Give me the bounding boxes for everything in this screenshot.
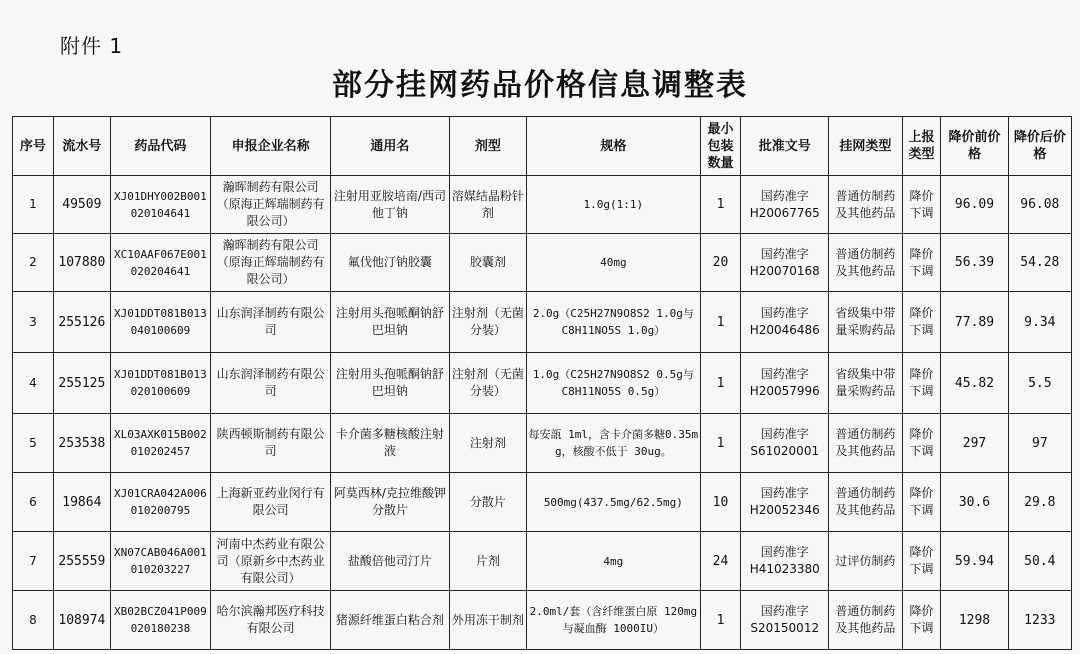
header-approval: 批准文号	[741, 117, 829, 176]
cell-no: 1	[13, 176, 54, 234]
cell-serial: 19864	[53, 473, 110, 532]
cell-spec: 2.0g（C25H27N9O8S2 1.0g与 C8H11NO5S 1.0g）	[527, 292, 700, 353]
cell-price-before: 59.94	[941, 532, 1008, 591]
cell-serial: 255126	[53, 292, 110, 353]
cell-price-after: 9.34	[1008, 292, 1071, 353]
cell-price-before: 297	[941, 414, 1008, 473]
cell-code: XN07CAB046A001010203227	[110, 532, 210, 591]
cell-code: XL03AXK015B002010202457	[110, 414, 210, 473]
cell-report-type: 降价下调	[902, 234, 941, 292]
cell-no: 4	[13, 353, 54, 414]
cell-approval: 国药准字H20070168	[741, 234, 829, 292]
cell-price-before: 77.89	[941, 292, 1008, 353]
cell-report-type: 降价下调	[902, 353, 941, 414]
cell-company: 瀚晖制药有限公司（原海正辉瑞制药有限公司）	[210, 234, 330, 292]
cell-spec: 2.0ml/套（含纤维蛋白原 120mg 与凝血酶 1000IU）	[527, 591, 700, 650]
header-spec: 规格	[527, 117, 700, 176]
cell-generic-name: 氟伐他汀钠胶囊	[331, 234, 449, 292]
cell-min-pack: 10	[700, 473, 741, 532]
header-report-type: 上报类型	[902, 117, 941, 176]
table-row	[13, 532, 1072, 591]
cell-company: 山东润泽制药有限公司	[210, 353, 330, 414]
table-header-row	[13, 117, 1072, 176]
cell-dosage-form: 外用冻干制剂	[449, 591, 527, 650]
cell-report-type: 降价下调	[902, 292, 941, 353]
cell-listing-type: 过评仿制药	[829, 532, 902, 591]
cell-generic-name: 阿莫西林/克拉维酸钾分散片	[331, 473, 449, 532]
cell-code: XJ01DHY002B001020104641	[110, 176, 210, 234]
cell-min-pack: 24	[700, 532, 741, 591]
cell-approval: 国药准字S61020001	[741, 414, 829, 473]
cell-company: 上海新亚药业闵行有限公司	[210, 473, 330, 532]
cell-generic-name: 盐酸倍他司汀片	[331, 532, 449, 591]
cell-min-pack: 1	[700, 292, 741, 353]
cell-price-after: 96.08	[1008, 176, 1071, 234]
cell-price-before: 96.09	[941, 176, 1008, 234]
cell-approval: 国药准字H20057996	[741, 353, 829, 414]
cell-company: 陕西顿斯制药有限公司	[210, 414, 330, 473]
header-price-after: 降价后价格	[1008, 117, 1071, 176]
cell-no: 3	[13, 292, 54, 353]
cell-code: XJ01DDT081B013040100609	[110, 292, 210, 353]
header-generic-name: 通用名	[331, 117, 449, 176]
cell-listing-type: 省级集中带量采购药品	[829, 353, 902, 414]
table-row	[13, 473, 1072, 532]
header-code: 药品代码	[110, 117, 210, 176]
cell-generic-name: 卡介菌多糖核酸注射液	[331, 414, 449, 473]
cell-price-before: 1298	[941, 591, 1008, 650]
cell-price-after: 97	[1008, 414, 1071, 473]
cell-serial: 253538	[53, 414, 110, 473]
header-serial: 流水号	[53, 117, 110, 176]
cell-serial: 107880	[53, 234, 110, 292]
cell-approval: 国药准字H20067765	[741, 176, 829, 234]
cell-dosage-form: 胶囊剂	[449, 234, 527, 292]
cell-price-before: 45.82	[941, 353, 1008, 414]
cell-company: 山东润泽制药有限公司	[210, 292, 330, 353]
table-row	[13, 353, 1072, 414]
header-company: 申报企业名称	[210, 117, 330, 176]
cell-price-after: 5.5	[1008, 353, 1071, 414]
cell-serial: 108974	[53, 591, 110, 650]
header-min-pack: 最小包装数量	[700, 117, 741, 176]
cell-listing-type: 普通仿制药及其他药品	[829, 591, 902, 650]
table-row	[13, 414, 1072, 473]
header-listing-type: 挂网类型	[829, 117, 902, 176]
cell-min-pack: 1	[700, 591, 741, 650]
header-dosage-form: 剂型	[449, 117, 527, 176]
cell-no: 7	[13, 532, 54, 591]
cell-code: XC10AAF067E001020204641	[110, 234, 210, 292]
cell-listing-type: 普通仿制药及其他药品	[829, 234, 902, 292]
cell-min-pack: 1	[700, 353, 741, 414]
price-adjustment-table	[12, 116, 1072, 650]
cell-generic-name: 注射用头孢哌酮钠舒巴坦钠	[331, 353, 449, 414]
cell-generic-name: 注射用亚胺培南/西司他丁钠	[331, 176, 449, 234]
cell-code: XJ01CRA042A006010200795	[110, 473, 210, 532]
cell-approval: 国药准字H41023380	[741, 532, 829, 591]
header-price-before: 降价前价格	[941, 117, 1008, 176]
attachment-label: 附件 1	[60, 34, 124, 58]
cell-price-after: 54.28	[1008, 234, 1071, 292]
cell-listing-type: 普通仿制药及其他药品	[829, 473, 902, 532]
table-row	[13, 176, 1072, 234]
cell-listing-type: 省级集中带量采购药品	[829, 292, 902, 353]
cell-serial: 49509	[53, 176, 110, 234]
cell-price-after: 1233	[1008, 591, 1071, 650]
cell-serial: 255125	[53, 353, 110, 414]
cell-dosage-form: 注射剂	[449, 414, 527, 473]
cell-spec: 40mg	[527, 234, 700, 292]
cell-no: 8	[13, 591, 54, 650]
cell-approval: 国药准字H20052346	[741, 473, 829, 532]
cell-generic-name: 猪源纤维蛋白粘合剂	[331, 591, 449, 650]
cell-spec: 1.0g（C25H27N9O8S2 0.5g与 C8H11NO5S 0.5g）	[527, 353, 700, 414]
cell-price-before: 30.6	[941, 473, 1008, 532]
cell-company: 河南中杰药业有限公司（原新乡中杰药业有限公司）	[210, 532, 330, 591]
cell-approval: 国药准字S20150012	[741, 591, 829, 650]
cell-code: XB02BCZ041P009020180238	[110, 591, 210, 650]
cell-serial: 255559	[53, 532, 110, 591]
table-row	[13, 591, 1072, 650]
cell-spec: 4mg	[527, 532, 700, 591]
cell-spec: 500mg(437.5mg/62.5mg)	[527, 473, 700, 532]
cell-generic-name: 注射用头孢哌酮钠舒巴坦钠	[331, 292, 449, 353]
cell-min-pack: 1	[700, 414, 741, 473]
cell-approval: 国药准字H20046486	[741, 292, 829, 353]
cell-spec: 1.0g(1:1)	[527, 176, 700, 234]
document-title: 部分挂网药品价格信息调整表	[332, 68, 748, 103]
cell-code: XJ01DDT081B013020100609	[110, 353, 210, 414]
cell-dosage-form: 片剂	[449, 532, 527, 591]
cell-dosage-form: 注射剂（无菌分装）	[449, 292, 527, 353]
table-row	[13, 292, 1072, 353]
cell-listing-type: 普通仿制药及其他药品	[829, 414, 902, 473]
cell-report-type: 降价下调	[902, 414, 941, 473]
cell-company: 哈尔滨瀚邦医疗科技有限公司	[210, 591, 330, 650]
cell-min-pack: 1	[700, 176, 741, 234]
cell-report-type: 降价下调	[902, 532, 941, 591]
header-no: 序号	[13, 117, 54, 176]
cell-company: 瀚晖制药有限公司（原海正辉瑞制药有限公司）	[210, 176, 330, 234]
cell-dosage-form: 溶媒结晶粉针剂	[449, 176, 527, 234]
cell-min-pack: 20	[700, 234, 741, 292]
table-row	[13, 234, 1072, 292]
cell-report-type: 降价下调	[902, 473, 941, 532]
cell-price-after: 50.4	[1008, 532, 1071, 591]
cell-listing-type: 普通仿制药及其他药品	[829, 176, 902, 234]
cell-report-type: 降价下调	[902, 591, 941, 650]
cell-price-before: 56.39	[941, 234, 1008, 292]
cell-report-type: 降价下调	[902, 176, 941, 234]
cell-no: 2	[13, 234, 54, 292]
cell-no: 5	[13, 414, 54, 473]
cell-price-after: 29.8	[1008, 473, 1071, 532]
cell-dosage-form: 注射剂（无菌分装）	[449, 353, 527, 414]
cell-dosage-form: 分散片	[449, 473, 527, 532]
cell-spec: 每安瓿 1ml，含卡介菌多糖0.35mg，核酸不低于 30ug。	[527, 414, 700, 473]
cell-no: 6	[13, 473, 54, 532]
